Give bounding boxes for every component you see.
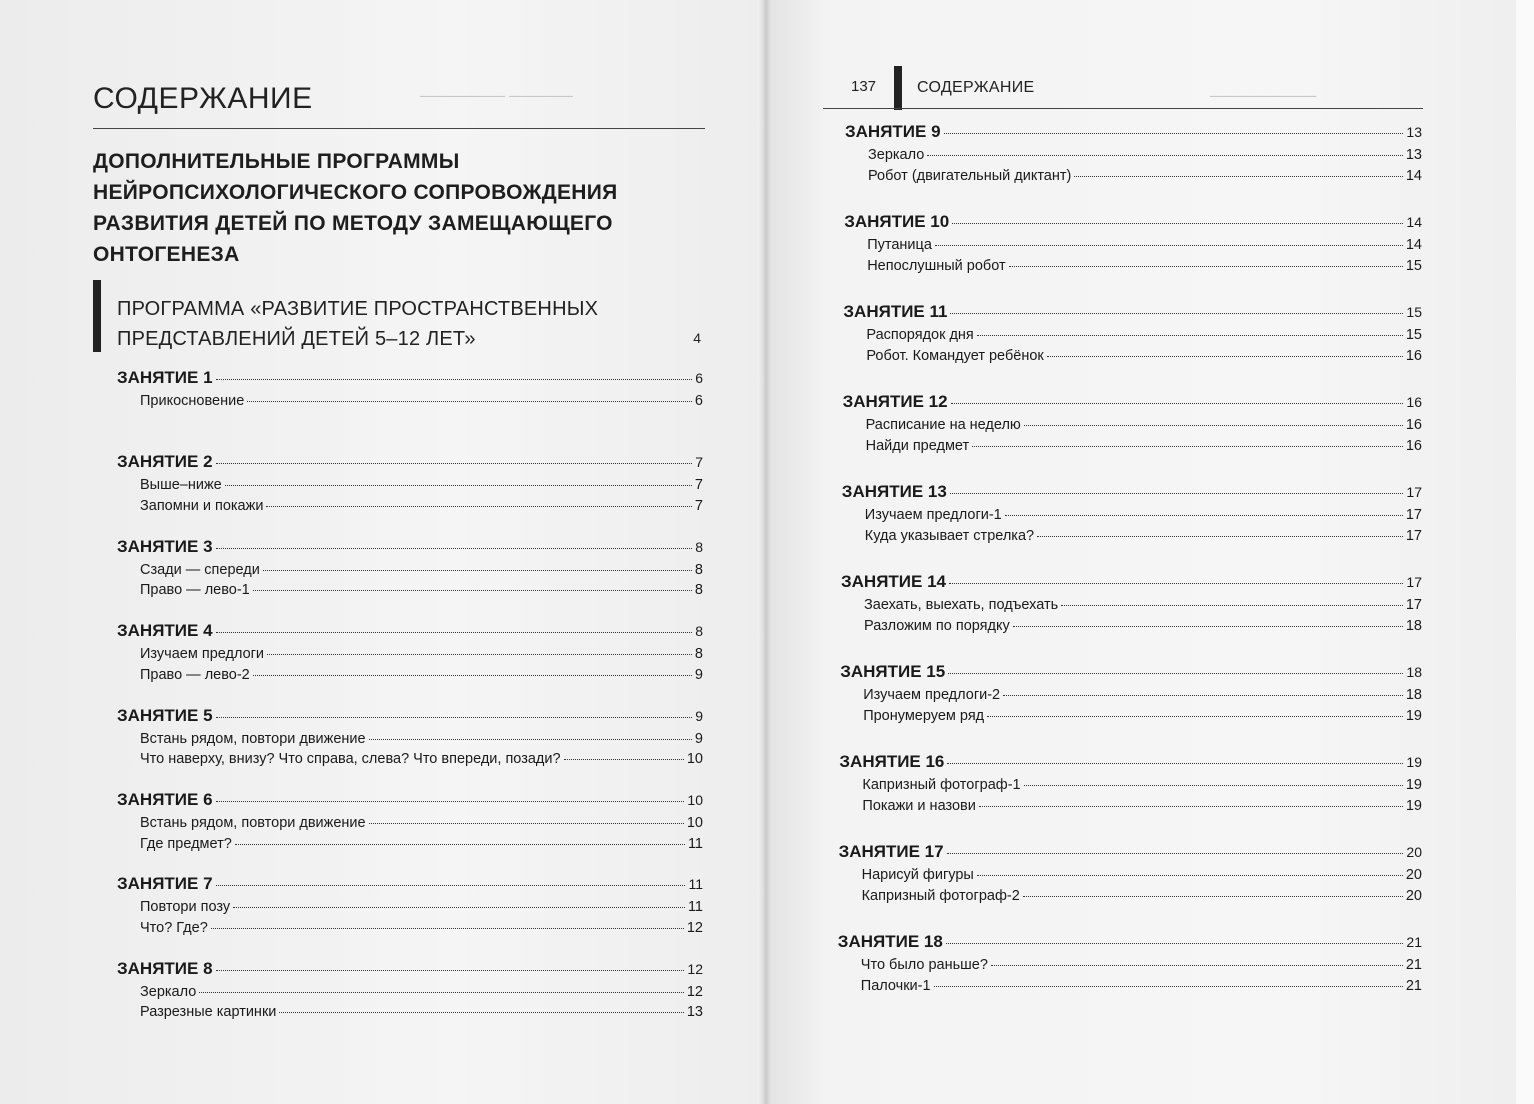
- show-through-text: ──────────: [1210, 88, 1317, 105]
- toc-lesson-entry: [841, 572, 1422, 592]
- dot-leader: [1047, 356, 1403, 357]
- dot-leader: [979, 806, 1403, 807]
- item-page-number: 19: [1405, 708, 1422, 724]
- lesson-title: ЗАНЯТИЕ 6: [117, 790, 213, 809]
- toc-lesson-entry: [845, 122, 1422, 142]
- lesson-page-number: 13: [1406, 124, 1422, 140]
- toc-lesson-entry: [839, 842, 1422, 862]
- dot-leader: [253, 590, 692, 591]
- toc-item-entry: [862, 777, 1422, 793]
- dot-leader: [950, 313, 1403, 314]
- lesson-title: ЗАНЯТИЕ 12: [842, 392, 948, 411]
- item-title: Запомни и покажи: [140, 497, 264, 514]
- toc-item-entry: [140, 1004, 703, 1020]
- lesson-title: ЗАНЯТИЕ 1: [117, 368, 213, 387]
- lesson-page-number: 9: [695, 707, 703, 724]
- item-page-number: 18: [1405, 618, 1422, 634]
- item-title: Капризный фотограф-1: [862, 777, 1021, 793]
- lesson-page-number: 17: [1406, 574, 1422, 590]
- lesson-page-number: 16: [1406, 394, 1422, 410]
- item-page-number: 17: [1405, 528, 1422, 544]
- item-title: Непослушный робот: [867, 258, 1006, 274]
- lesson-title: ЗАНЯТИЕ 4: [117, 621, 213, 641]
- toc-item-entry: [866, 417, 1422, 433]
- item-title: Где предмет?: [140, 835, 232, 852]
- item-title: Пронумеруем ряд: [863, 708, 985, 724]
- item-page-number: 11: [687, 835, 703, 852]
- toc-item-entry: [864, 597, 1422, 613]
- dot-leader: [944, 133, 1404, 134]
- item-page-number: 7: [694, 477, 703, 494]
- toc-item-entry: [140, 646, 703, 662]
- lesson-title: ЗАНЯТИЕ 13: [841, 482, 947, 501]
- dot-leader: [369, 823, 684, 824]
- dot-leader: [1005, 515, 1403, 516]
- dot-leader: [977, 875, 1403, 876]
- toc-item-entry: [863, 708, 1422, 724]
- toc-lesson-entry: [838, 932, 1422, 952]
- lesson-page-number: 18: [1406, 664, 1422, 680]
- dot-leader: [216, 463, 693, 464]
- toc-item-entry: [140, 815, 703, 831]
- dot-leader: [947, 763, 1403, 764]
- item-title: Прикосновение: [140, 393, 245, 409]
- toc-lesson-entry: [843, 392, 1422, 412]
- toc-item-entry: [868, 147, 1422, 163]
- toc-item-entry: [140, 751, 703, 767]
- item-title: Встань рядом, повтори движение: [140, 730, 366, 747]
- item-page-number: 12: [686, 983, 703, 1000]
- item-title: Куда указывает стрелка?: [864, 528, 1035, 544]
- toc-lesson-entry: [117, 706, 703, 726]
- dot-leader: [1024, 785, 1403, 786]
- item-title: Разложим по порядку: [864, 618, 1010, 634]
- toc-lesson-entry: [844, 212, 1422, 232]
- running-head-bar: [894, 66, 902, 110]
- dot-leader: [1009, 266, 1403, 267]
- toc-lesson-entry: [117, 621, 703, 641]
- dot-leader: [927, 155, 1403, 156]
- item-page-number: 7: [694, 497, 703, 514]
- dot-leader: [216, 717, 693, 718]
- item-page-number: 15: [1405, 327, 1422, 343]
- show-through-text: ────── ────────: [420, 88, 573, 105]
- dot-leader: [1013, 626, 1403, 627]
- item-title: Изучаем предлоги-1: [864, 507, 1002, 523]
- item-title: Заехать, выехать, подъехать: [864, 597, 1059, 613]
- item-title: Робот. Командует ребёнок: [866, 348, 1044, 364]
- dot-leader: [947, 853, 1404, 854]
- dot-leader: [211, 928, 684, 929]
- dot-leader: [948, 673, 1403, 674]
- dot-leader: [216, 970, 685, 971]
- dot-leader: [263, 570, 692, 571]
- dot-leader: [977, 335, 1403, 336]
- toc-item-entry: [140, 582, 703, 598]
- toc-item-entry: [140, 667, 703, 683]
- item-title: Встань рядом, повтори движение: [140, 815, 366, 831]
- dot-leader: [946, 943, 1404, 944]
- item-page-number: 11: [687, 899, 703, 916]
- toc-item-entry: [868, 168, 1422, 184]
- running-title: СОДЕРЖАНИЕ: [917, 79, 1035, 96]
- lesson-title: ЗАНЯТИЕ 10: [844, 212, 950, 231]
- toc-item-entry: [140, 920, 703, 936]
- dot-leader: [972, 446, 1403, 447]
- item-page-number: 13: [686, 1004, 703, 1021]
- item-page-number: 8: [694, 582, 703, 599]
- item-title: Разрезные картинки: [140, 1004, 277, 1021]
- running-head-rule: [823, 108, 1423, 109]
- item-page-number: 8: [694, 646, 703, 663]
- lesson-page-number: 8: [695, 623, 703, 640]
- toc-item-entry: [140, 477, 703, 493]
- toc-lesson-entry: [839, 752, 1422, 772]
- item-page-number: 17: [1405, 597, 1422, 613]
- item-title: Покажи и назови: [862, 798, 976, 814]
- item-title: Путаница: [867, 237, 932, 253]
- toc-item-entry: [866, 438, 1422, 454]
- dot-leader: [247, 401, 692, 402]
- item-page-number: 14: [1405, 237, 1422, 253]
- running-head: [823, 66, 1423, 110]
- toc-item-entry: [866, 327, 1422, 343]
- toc-lesson-entry: [117, 368, 703, 388]
- lesson-page-number: 21: [1406, 934, 1422, 950]
- dot-leader: [233, 907, 685, 908]
- item-page-number: 16: [1405, 348, 1422, 364]
- lesson-page-number: 15: [1406, 304, 1422, 320]
- book-spine: [758, 0, 772, 1104]
- toc-lesson-entry: [117, 537, 703, 557]
- dot-leader: [1023, 896, 1403, 897]
- item-page-number: 13: [1405, 147, 1422, 163]
- dot-leader: [225, 485, 692, 486]
- toc-lesson-entry: [117, 959, 703, 979]
- lesson-title: ЗАНЯТИЕ 14: [841, 572, 946, 591]
- dot-leader: [1037, 536, 1403, 537]
- toc-item-entry: [866, 348, 1422, 364]
- toc-item-entry: [140, 899, 703, 915]
- dot-leader: [991, 965, 1403, 966]
- title-rule: [93, 128, 705, 129]
- item-title: Право — лево-1: [140, 582, 250, 599]
- item-page-number: 9: [694, 666, 703, 683]
- background-edge: [1516, 0, 1534, 1104]
- lesson-title: ЗАНЯТИЕ 2: [117, 452, 213, 472]
- item-title: Что было раньше?: [860, 957, 988, 973]
- dot-leader: [266, 506, 692, 507]
- item-page-number: 16: [1405, 438, 1422, 454]
- toc-item-entry: [862, 867, 1422, 883]
- item-page-number: 19: [1405, 777, 1422, 793]
- dot-leader: [1074, 176, 1403, 177]
- dot-leader: [952, 223, 1403, 224]
- lesson-page-number: 17: [1406, 484, 1422, 500]
- page-title: СОДЕРЖАНИЕ: [93, 82, 313, 115]
- item-title: Изучаем предлоги-2: [863, 687, 1001, 703]
- toc-lesson-entry: [117, 452, 703, 472]
- dot-leader: [369, 739, 692, 740]
- dot-leader: [235, 844, 685, 845]
- item-title: Найди предмет: [865, 438, 970, 454]
- item-title: Зеркало: [868, 147, 925, 163]
- lesson-page-number: 7: [695, 454, 703, 471]
- dot-leader: [216, 885, 686, 886]
- dot-leader: [564, 759, 684, 760]
- item-title: Распорядок дня: [866, 327, 974, 343]
- item-page-number: 20: [1405, 888, 1422, 904]
- dot-leader: [253, 675, 692, 676]
- lesson-title: ЗАНЯТИЕ 17: [838, 842, 944, 861]
- lesson-title: ЗАНЯТИЕ 11: [843, 302, 948, 321]
- dot-leader: [1061, 605, 1403, 606]
- dot-leader: [267, 654, 692, 655]
- dot-leader: [935, 245, 1403, 246]
- toc-item-entry: [140, 836, 703, 852]
- toc-item-entry: [862, 888, 1422, 904]
- book-section-heading: ДОПОЛНИТЕЛЬНЫЕ ПРОГРАММЫ НЕЙРОПСИХОЛОГИЧЕСКОГО СОПРОВОЖДЕНИЯ РАЗВИТИЯ ДЕТЕЙ ПО МЕТОДУ ЗАМЕЩАЮЩЕГО ОНТОГЕНЕЗА: [93, 150, 618, 266]
- toc-item-entry: [140, 498, 703, 514]
- dot-leader: [934, 986, 1403, 987]
- toc-lesson-entry: [840, 662, 1422, 682]
- lesson-title: ЗАНЯТИЕ 16: [839, 752, 945, 771]
- item-title: Право — лево-2: [140, 666, 250, 683]
- dot-leader: [1003, 695, 1403, 696]
- item-page-number: 21: [1405, 957, 1422, 973]
- toc-item-entry: [140, 393, 703, 409]
- lesson-title: ЗАНЯТИЕ 15: [840, 662, 946, 681]
- program-bar: [93, 280, 101, 352]
- item-page-number: 10: [686, 751, 703, 768]
- item-title: Что? Где?: [140, 919, 208, 936]
- item-page-number: 14: [1405, 168, 1422, 184]
- dot-leader: [951, 403, 1404, 404]
- item-page-number: 12: [686, 919, 703, 936]
- item-title: Сзади — спереди: [140, 561, 260, 578]
- toc-item-entry: [140, 731, 703, 747]
- toc-item-entry: [867, 258, 1422, 274]
- program-title: ПРОГРАММА «РАЗВИТИЕ ПРОСТРАНСТВЕННЫХ ПРЕДСТАВЛЕНИЙ ДЕТЕЙ 5–12 ЛЕТ»: [117, 298, 599, 350]
- dot-leader: [199, 992, 684, 993]
- item-page-number: 16: [1405, 417, 1422, 433]
- lesson-title: ЗАНЯТИЕ 18: [837, 932, 943, 951]
- item-title: Нарисуй фигуры: [861, 867, 974, 883]
- toc-item-entry: [861, 957, 1422, 973]
- dot-leader: [216, 632, 693, 633]
- toc-item-entry: [865, 507, 1422, 523]
- dot-leader: [216, 548, 693, 549]
- item-page-number: 6: [694, 393, 703, 409]
- item-page-number: 20: [1405, 867, 1422, 883]
- item-page-number: 9: [694, 730, 703, 747]
- toc-lesson-entry: [117, 790, 703, 810]
- item-page-number: 17: [1405, 507, 1422, 523]
- lesson-title: ЗАНЯТИЕ 8: [117, 958, 213, 978]
- item-title: Зеркало: [140, 983, 197, 1000]
- item-title: Палочки-1: [860, 978, 931, 994]
- item-title: Изучаем предлоги: [140, 646, 265, 663]
- item-title: Робот (двигательный диктант): [868, 168, 1072, 184]
- item-title: Что наверху, внизу? Что справа, слева? Что впереди, позади?: [140, 751, 561, 768]
- lesson-page-number: 11: [688, 876, 703, 893]
- toc-item-entry: [863, 687, 1422, 703]
- dot-leader: [216, 379, 693, 380]
- item-title: Повтори позу: [140, 899, 231, 916]
- dot-leader: [949, 583, 1403, 584]
- page-number: 137: [851, 78, 877, 95]
- toc-item-entry: [140, 984, 703, 1000]
- lesson-page-number: 14: [1406, 214, 1422, 230]
- item-page-number: 8: [694, 561, 703, 578]
- item-page-number: 15: [1405, 258, 1422, 274]
- toc-item-entry: [862, 798, 1422, 814]
- dot-leader: [1024, 425, 1403, 426]
- dot-leader: [279, 1012, 683, 1013]
- lesson-page-number: 6: [695, 370, 703, 386]
- lesson-page-number: 10: [687, 792, 703, 808]
- program-page-number: 4: [693, 330, 701, 346]
- dot-leader: [987, 716, 1403, 717]
- item-page-number: 18: [1405, 687, 1422, 703]
- lesson-title: ЗАНЯТИЕ 3: [117, 536, 213, 556]
- toc-item-entry: [140, 562, 703, 578]
- toc-item-entry: [864, 618, 1422, 634]
- item-title: Расписание на неделю: [865, 417, 1021, 433]
- toc-item-entry: [865, 528, 1422, 544]
- lesson-page-number: 20: [1406, 844, 1422, 860]
- lesson-page-number: 8: [695, 538, 703, 555]
- toc-item-entry: [861, 978, 1422, 994]
- lesson-title: ЗАНЯТИЕ 9: [845, 122, 941, 141]
- toc-lesson-entry: [842, 482, 1422, 502]
- item-title: Капризный фотограф-2: [861, 888, 1020, 904]
- item-page-number: 19: [1405, 798, 1422, 814]
- item-page-number: 10: [686, 815, 703, 831]
- lesson-title: ЗАНЯТИЕ 5: [117, 705, 213, 725]
- item-title: Выше–ниже: [140, 477, 222, 494]
- toc-item-entry: [867, 237, 1422, 253]
- lesson-page-number: 19: [1406, 754, 1422, 770]
- toc-lesson-entry: [843, 302, 1422, 322]
- toc-lesson-entry: [117, 874, 703, 894]
- lesson-page-number: 12: [687, 960, 703, 977]
- item-page-number: 21: [1405, 978, 1422, 994]
- dot-leader: [950, 493, 1404, 494]
- lesson-title: ЗАНЯТИЕ 7: [117, 874, 213, 894]
- dot-leader: [216, 801, 685, 802]
